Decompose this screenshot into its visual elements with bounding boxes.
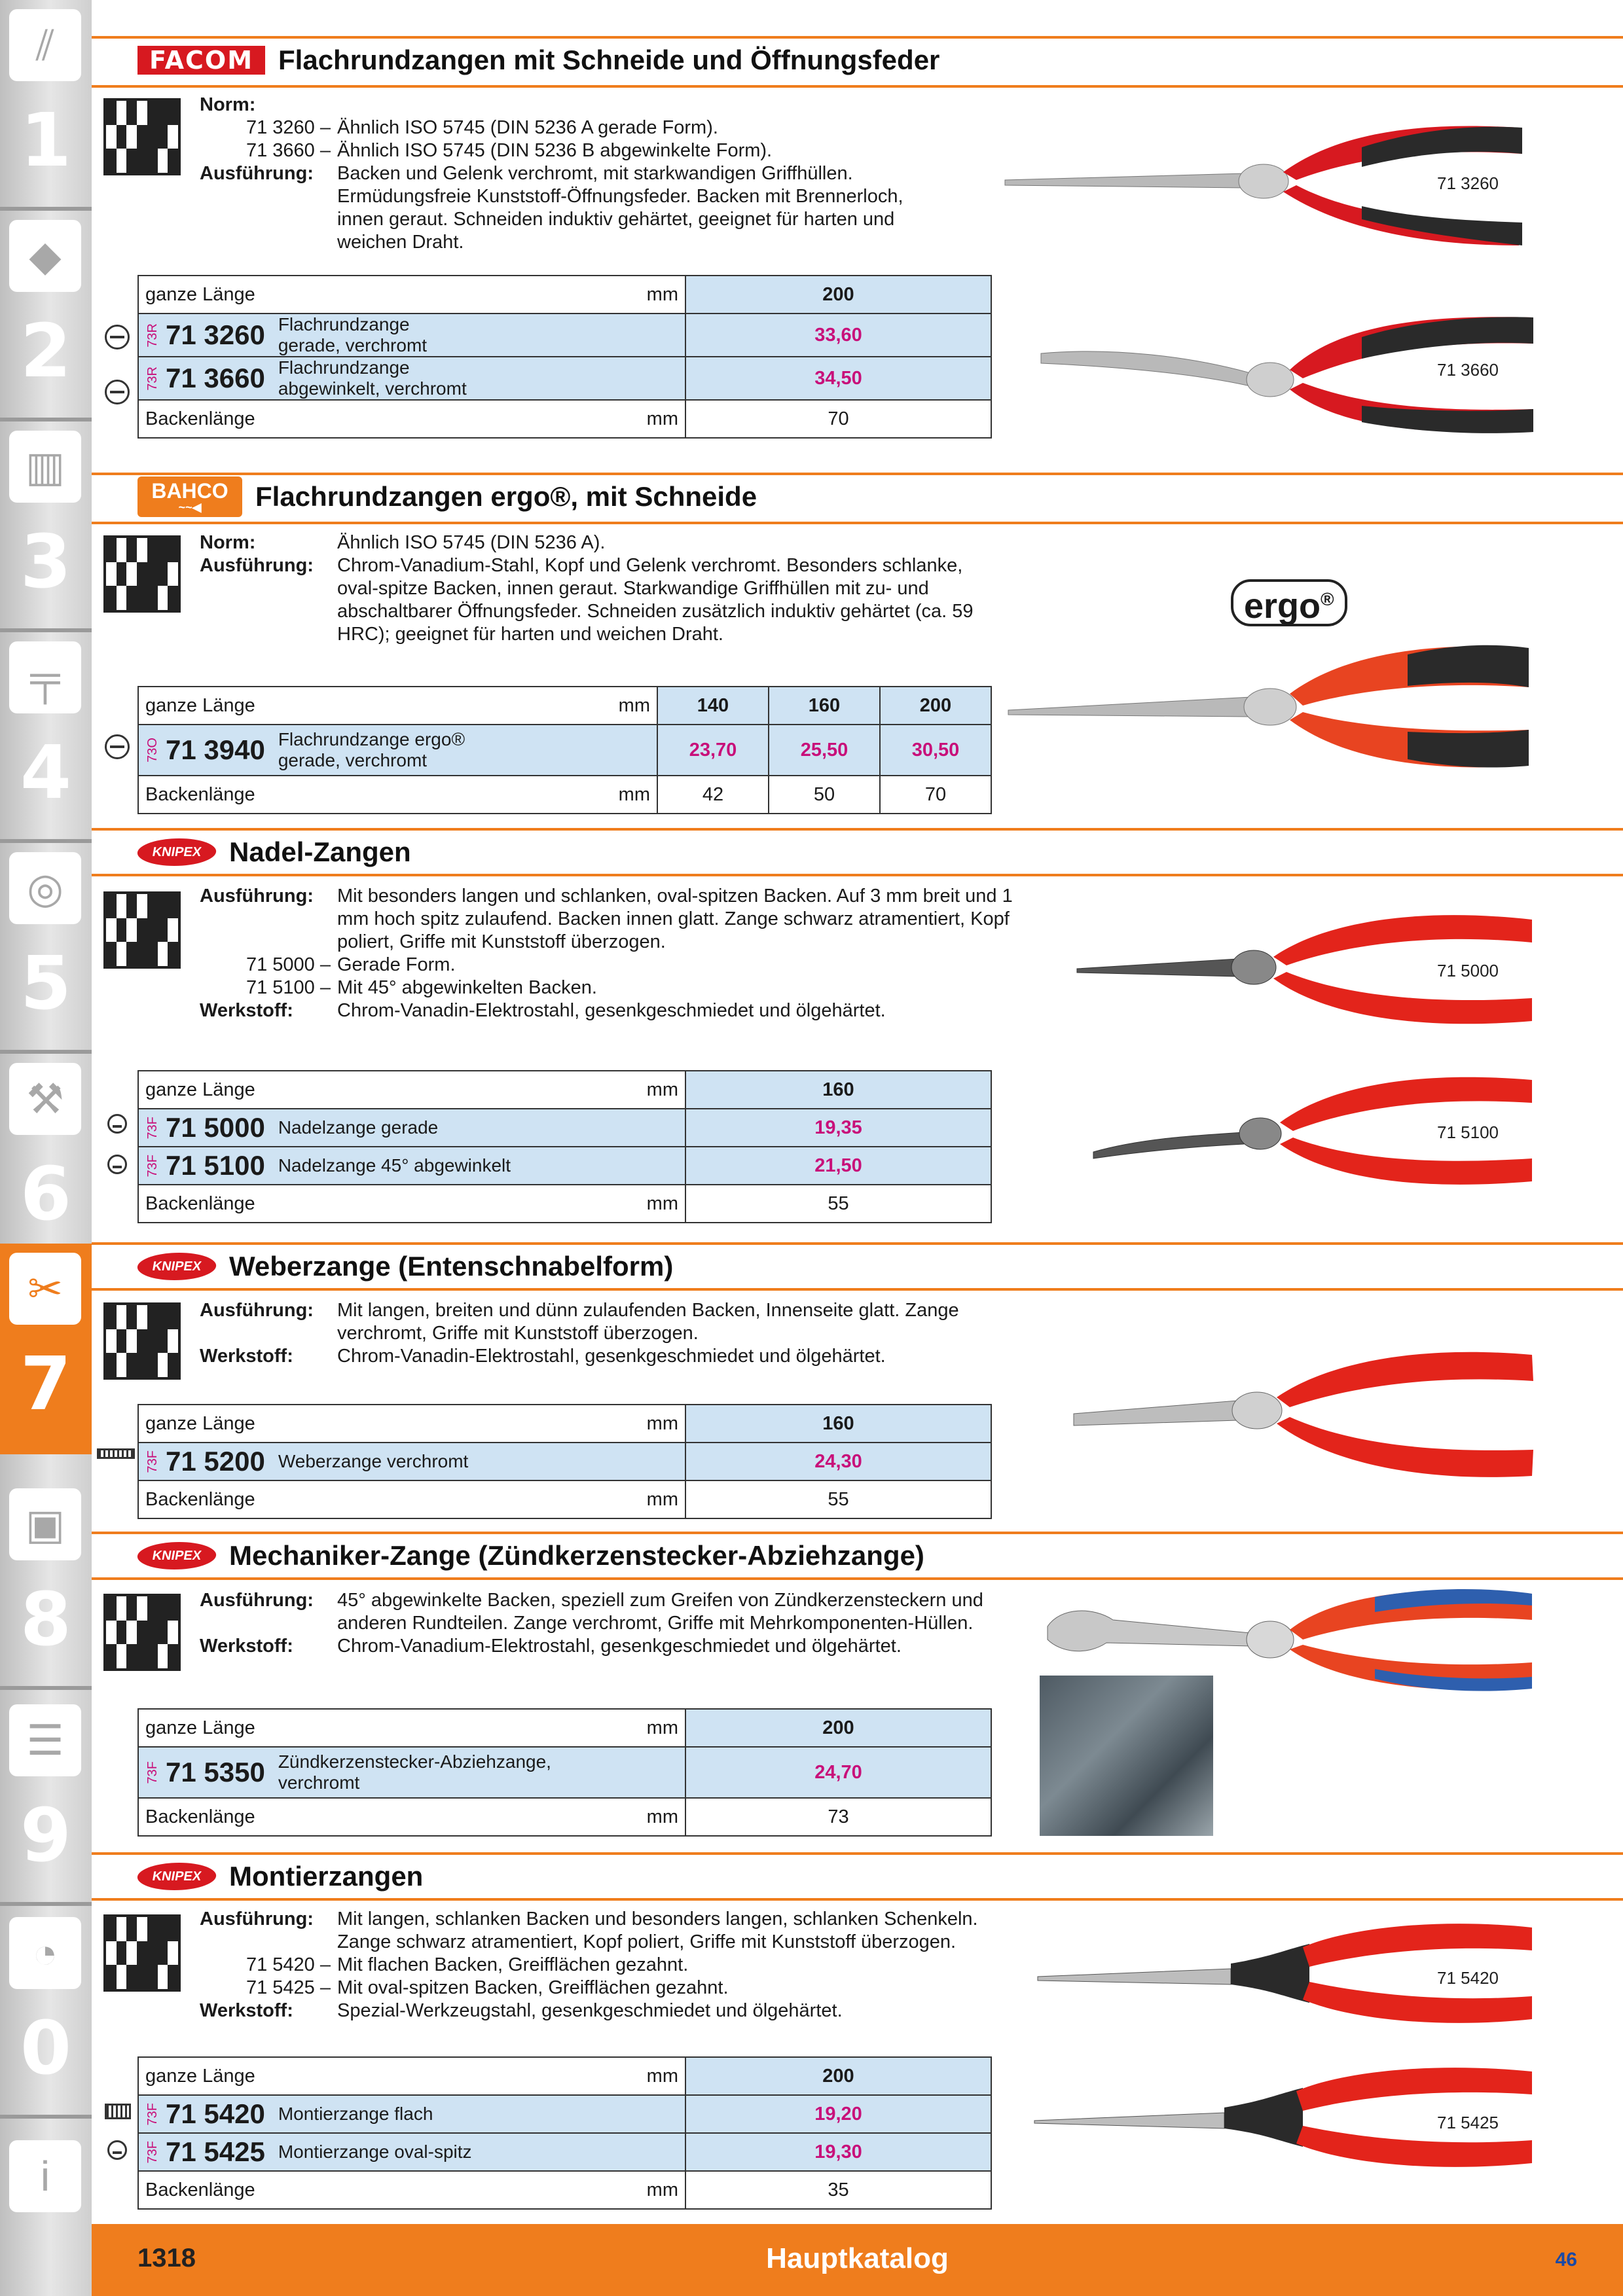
qr-code[interactable] (103, 535, 181, 613)
table-row[interactable] (138, 357, 991, 400)
unit-label: mm (585, 776, 657, 814)
jaw-length-label: Backenlänge (138, 776, 585, 814)
wrench-icon: ⚒ (9, 1063, 81, 1135)
material-text: Chrom-Vanadin-Elektrostahl, gesenkgeschmiedet und ölgehärtet. (337, 1000, 886, 1021)
qr-code[interactable] (103, 98, 181, 175)
chapter-number: 7 (20, 1342, 71, 1427)
chapter-tab-6[interactable] (0, 1054, 92, 1265)
execution-label: Ausführung: (200, 886, 314, 906)
knipex-logo: KNIPEX (135, 1542, 218, 1570)
jaw-length-label: Backenlänge (138, 1798, 613, 1836)
product-name: Nadelzange gerade (278, 1117, 439, 1138)
variant-text: Mit oval-spitzen Backen, Greifflächen gezahnt. (337, 1977, 729, 1998)
section-rule (92, 1898, 1623, 1901)
chapter-number: 4 (20, 730, 71, 816)
section-header (137, 1856, 423, 1897)
variant-number: 71 5420 – (246, 1954, 331, 1975)
bahco-logo (137, 476, 242, 517)
section-rule (92, 1242, 1623, 1245)
chapter-number: 3 (20, 520, 71, 605)
execution-label: Ausführung: (200, 163, 314, 184)
execution-text: 45° abgewinkelte Backen, speziell zum Greifen von Zündkerzensteckern und anderen Rundteilen. Zange verchromt, Griffe mit Mehrkomponenten-Hüllen. (337, 1590, 983, 1634)
section-rule (92, 473, 1623, 475)
unit-label: mm (613, 1405, 685, 1443)
page-footer (92, 2224, 1623, 2296)
length-label: ganze Länge (138, 276, 613, 314)
execution-text: Chrom-Vanadium-Stahl, Kopf und Gelenk verchromt. Besonders schlanke, oval-spitze Backen, innen geraut. Starkwandige Griffhüllen mit zu- und abschaltbarer Öffnungsfeder. Schneiden zusätzlich induktiv gehärtet (ca. 59 HRC); geeignet für harten und weichen Draht. (337, 555, 974, 645)
section-rule (92, 1532, 1623, 1534)
saw-blade-icon: ◎ (9, 852, 81, 924)
norm-label: Norm: (200, 94, 256, 115)
price-code: 73F (145, 1154, 160, 1177)
product-name: Weberzange verchromt (278, 1450, 469, 1471)
execution-text: Backen und Gelenk verchromt, mit starkwandigen Griffhüllen. Ermüdungsfreie Kunststoff-Öffnungsfeder. Backen mit Brennerloch, innen geraut. Schneiden induktiv gehärtet, geeignet für harten und weichen Draht. (337, 163, 903, 253)
chapter-tab-0[interactable] (0, 1908, 92, 2119)
norm-label: Norm: (200, 532, 256, 553)
norm-text: Ähnlich ISO 5745 (DIN 5236 B abgewinkelte Form). (337, 140, 773, 161)
chapter-tab-info[interactable] (0, 2127, 92, 2225)
chapter-number: 1 (20, 98, 71, 183)
catalog-title: Hauptkatalog (766, 2242, 949, 2274)
section-title: Flachrundzangen mit Schneide und Öffnungsfeder (278, 45, 940, 75)
execution-text: Mit langen, breiten und dünn zulaufenden Backen, Innenseite glatt. Zange verchromt, Griffe mit Kunststoff überzogen. (337, 1300, 959, 1344)
facom-logo: FACOM (137, 46, 265, 75)
length-value: 200 (685, 1709, 991, 1747)
product-description (200, 531, 1110, 646)
variant-number: 71 5425 – (246, 1977, 331, 1998)
table-row[interactable] (138, 1147, 991, 1185)
section-rule (92, 85, 1623, 88)
table-row[interactable] (138, 1747, 991, 1798)
product-name: Montierzange oval-spitz (278, 2141, 472, 2162)
unit-label: mm (613, 1480, 685, 1518)
drill-bit-icon: ⫽ (9, 9, 81, 81)
unit-label: mm (613, 2171, 685, 2209)
unit-label: mm (613, 1071, 685, 1109)
image-label: 71 5425 (1437, 2113, 1499, 2132)
unit-label: mm (613, 1798, 685, 1836)
jaw-length-label: Backenlänge (138, 400, 613, 438)
section-number: 46 (1555, 2249, 1577, 2270)
chapter-tab-2[interactable] (0, 211, 92, 422)
article-number[interactable]: 71 5000 (166, 1112, 265, 1143)
section-title: Nadel-Zangen (229, 836, 411, 867)
price: 24,30 (685, 1443, 991, 1480)
price: 30,50 (880, 725, 991, 776)
price: 34,50 (685, 357, 991, 400)
length-label: ganze Länge (138, 1405, 613, 1443)
price: 21,50 (685, 1147, 991, 1185)
product-variant: gerade, verchromt (278, 750, 428, 770)
image-label: 71 3260 (1437, 173, 1499, 193)
execution-text: Mit besonders langen und schlanken, oval-spitzen Backen. Auf 3 mm breit und 1 mm hoch spitz zulaufend. Backen innen glatt. Zange schwarz atramentiert, Kopf poliert, Griffe mit Kunststoff überzogen. (337, 886, 1013, 952)
section-title: Mechaniker-Zange (Zündkerzenstecker-Abziehzange) (229, 1540, 924, 1571)
fish-icon: ~~◀ (178, 501, 202, 514)
length-value: 160 (685, 1071, 991, 1109)
jaw-length-value: 70 (880, 776, 991, 814)
length-label: ganze Länge (138, 687, 585, 725)
jaw-length-value: 50 (769, 776, 880, 814)
article-number[interactable]: 71 5350 (166, 1757, 265, 1787)
execution-label: Ausführung: (200, 555, 314, 576)
product-name: Flachrundzange (278, 357, 410, 378)
variant-number: 71 3260 – (246, 117, 331, 138)
product-name: Flachrundzange ergo® (278, 729, 465, 749)
info-icon: i (9, 2140, 81, 2212)
chapter-tab-5[interactable] (0, 843, 92, 1054)
article-number[interactable]: 71 5425 (166, 2136, 265, 2167)
jaw-length-value: 35 (685, 2171, 991, 2209)
toolbox-icon: ▣ (9, 1488, 81, 1560)
brand-name: BAHCO (151, 479, 228, 503)
product-name: Nadelzange 45° abgewinkelt (278, 1155, 511, 1175)
qr-code[interactable] (103, 1594, 181, 1671)
cutting-insert-icon: ◆ (9, 220, 81, 292)
image-label: 71 5100 (1437, 1122, 1499, 1142)
jaw-length-label: Backenlänge (138, 1185, 613, 1223)
qr-code[interactable] (103, 891, 181, 969)
unit-label: mm (613, 276, 685, 314)
chapter-sidebar (0, 0, 92, 2296)
material-text: Chrom-Vanadin-Elektrostahl, gesenkgeschmiedet und ölgehärtet. (337, 1346, 886, 1367)
spec-table (137, 686, 992, 814)
table-row[interactable] (138, 1109, 991, 1147)
chapter-number: 9 (20, 1793, 71, 1878)
price: 19,30 (685, 2133, 991, 2171)
spec-table (137, 2056, 992, 2210)
price: 24,70 (685, 1747, 991, 1798)
material-label: Werkstoff: (200, 1000, 293, 1021)
cabinet-icon: ☰ (9, 1704, 81, 1776)
safety-goggles-icon: ◔ (9, 1917, 81, 1989)
article-number[interactable]: 71 3660 (166, 363, 265, 393)
section-header (137, 1535, 924, 1577)
material-label: Werkstoff: (200, 1636, 293, 1657)
chapter-tab-8[interactable] (0, 1479, 92, 1690)
article-number[interactable]: 71 3260 (166, 319, 265, 350)
length-value: 140 (657, 687, 769, 725)
price: 19,35 (685, 1109, 991, 1147)
price: 33,60 (685, 314, 991, 357)
spec-table (137, 1404, 992, 1519)
variant-number: 71 5000 – (246, 954, 331, 975)
product-description (200, 1589, 1110, 1658)
chapter-number: 2 (20, 309, 71, 394)
jaw-profile-icon (107, 2140, 127, 2160)
unit-label: mm (585, 687, 657, 725)
product-description (200, 94, 1110, 254)
price: 25,50 (769, 725, 880, 776)
chapter-number: 5 (20, 941, 71, 1026)
qr-code[interactable] (103, 1302, 181, 1380)
jaw-length-value: 55 (685, 1185, 991, 1223)
table-row[interactable] (138, 725, 991, 776)
price: 23,70 (657, 725, 769, 776)
length-label: ganze Länge (138, 2057, 613, 2095)
chapter-tab-4[interactable] (0, 632, 92, 843)
section-title: Flachrundzangen ergo®, mit Schneide (255, 481, 757, 512)
unit-label: mm (613, 400, 685, 438)
jaw-profile-icon (105, 325, 130, 350)
variant-text: Gerade Form. (337, 954, 456, 975)
material-text: Chrom-Vanadium-Elektrostahl, gesenkgeschmiedet und ölgehärtet. (337, 1636, 902, 1657)
chapter-number: 0 (20, 2006, 71, 2091)
product-name: Zündkerzenstecker-Abziehzange, (278, 1751, 551, 1772)
knipex-logo: KNIPEX (135, 1863, 218, 1890)
price: 19,20 (685, 2095, 991, 2133)
price-code: 73R (145, 323, 160, 348)
knipex-logo: KNIPEX (135, 838, 218, 866)
ergo-text: ergo (1244, 586, 1321, 626)
qr-code[interactable] (103, 1914, 181, 1992)
execution-text: Mit langen, schlanken Backen und besonders langen, schlanken Schenkeln. Zange schwarz atramentiert, Kopf poliert, Griffe mit Kunststoff überzogen. (337, 1909, 978, 1952)
jaw-length-label: Backenlänge (138, 1480, 613, 1518)
price-code: 73F (145, 1761, 160, 1784)
table-row[interactable] (138, 1443, 991, 1480)
section-header (137, 476, 757, 518)
flat-jaw-profile-icon (105, 2104, 131, 2119)
section-rule (92, 1288, 1623, 1291)
application-photo (1040, 1676, 1213, 1836)
variant-text: Mit 45° abgewinkelten Backen. (337, 977, 597, 998)
length-label: ganze Länge (138, 1071, 613, 1109)
product-name: Flachrundzange (278, 314, 410, 334)
image-label: 71 3660 (1437, 360, 1499, 380)
length-value: 160 (769, 687, 880, 725)
price-code: 73F (145, 1116, 160, 1139)
execution-label: Ausführung: (200, 1300, 314, 1321)
norm-text: Ähnlich ISO 5745 (DIN 5236 A gerade Form). (337, 117, 718, 138)
jaw-length-value: 70 (685, 400, 991, 438)
pliers-icon: ✂ (9, 1253, 81, 1325)
ergo-logo (1231, 579, 1347, 626)
length-value: 200 (685, 276, 991, 314)
variant-number: 71 5100 – (246, 977, 331, 998)
material-label: Werkstoff: (200, 1346, 293, 1367)
price-code: 73F (145, 1450, 160, 1473)
material-label: Werkstoff: (200, 2000, 293, 2021)
product-variant: verchromt (278, 1772, 360, 1793)
unit-label: mm (613, 2057, 685, 2095)
jaw-profile-icon (105, 734, 130, 759)
chapter-tab-9[interactable] (0, 1695, 92, 1906)
price-code: 73F (145, 2102, 160, 2126)
variant-number: 71 3660 – (246, 140, 331, 161)
section-title: Weberzange (Entenschnabelform) (229, 1251, 674, 1282)
section-rule (92, 874, 1623, 876)
article-number[interactable]: 71 5100 (166, 1150, 265, 1181)
jaw-profile-icon (107, 1114, 127, 1134)
jaw-length-value: 55 (685, 1480, 991, 1518)
section-rule (92, 1577, 1623, 1580)
unit-label: mm (613, 1185, 685, 1223)
jaw-length-value: 42 (657, 776, 769, 814)
plier-image-715200 (1067, 1335, 1545, 1505)
registered-icon: ® (1321, 589, 1334, 609)
image-label: 71 5000 (1437, 961, 1499, 980)
jaw-length-label: Backenlänge (138, 2171, 613, 2209)
spec-table (137, 1070, 992, 1223)
product-description (200, 885, 1110, 1022)
price-code: 73R (145, 366, 160, 391)
unit-label: mm (613, 1709, 685, 1747)
table-row[interactable] (138, 2095, 991, 2133)
chapter-tab-3[interactable] (0, 422, 92, 632)
product-name: Montierzange flach (278, 2103, 433, 2124)
knipex-logo: KNIPEX (135, 1253, 218, 1280)
section-header (137, 39, 939, 81)
spec-table (137, 1708, 992, 1837)
section-rule (92, 522, 1623, 524)
plier-image-713940 (1002, 628, 1539, 785)
length-value: 200 (880, 687, 991, 725)
norm-text: Ähnlich ISO 5745 (DIN 5236 A). (337, 532, 606, 553)
execution-label: Ausführung: (200, 1590, 314, 1611)
section-header (137, 831, 411, 873)
table-row[interactable] (138, 314, 991, 357)
article-number[interactable]: 71 5200 (166, 1446, 265, 1477)
product-variant: abgewinkelt, verchromt (278, 378, 467, 399)
chapter-tab-7[interactable] (0, 1244, 92, 1454)
article-number[interactable]: 71 3940 (166, 734, 265, 765)
material-text: Spezial-Werkzeugstahl, gesenkgeschmiedet und ölgehärtet. (337, 2000, 843, 2021)
spec-table (137, 275, 992, 439)
flat-jaw-profile-icon (97, 1448, 135, 1459)
product-variant: gerade, verchromt (278, 335, 428, 355)
article-number[interactable]: 71 5420 (166, 2098, 265, 2129)
product-description (200, 1299, 1110, 1368)
section-rule (92, 36, 1623, 39)
caliper-icon: ╤ (9, 641, 81, 713)
length-value: 160 (685, 1405, 991, 1443)
product-description (200, 1908, 1110, 2022)
chapter-number: 6 (20, 1152, 71, 1237)
section-header (137, 1246, 673, 1287)
jaw-profile-icon (105, 380, 130, 404)
price-code: 73F (145, 2140, 160, 2164)
length-value: 200 (685, 2057, 991, 2095)
image-label: 71 5420 (1437, 1968, 1499, 1988)
section-rule (92, 1852, 1623, 1855)
execution-label: Ausführung: (200, 1909, 314, 1929)
page-number: 1318 (137, 2244, 196, 2272)
section-title: Montierzangen (229, 1861, 424, 1892)
chapter-tab-1[interactable] (0, 0, 92, 211)
jaw-length-value: 73 (685, 1798, 991, 1836)
chapter-number: 8 (20, 1577, 71, 1662)
section-rule (92, 828, 1623, 831)
tool-holder-icon: ▥ (9, 431, 81, 503)
table-row[interactable] (138, 2133, 991, 2171)
variant-text: Mit flachen Backen, Greifflächen gezahnt. (337, 1954, 689, 1975)
length-label: ganze Länge (138, 1709, 613, 1747)
jaw-profile-icon (107, 1155, 127, 1174)
price-code: 73O (145, 738, 160, 762)
